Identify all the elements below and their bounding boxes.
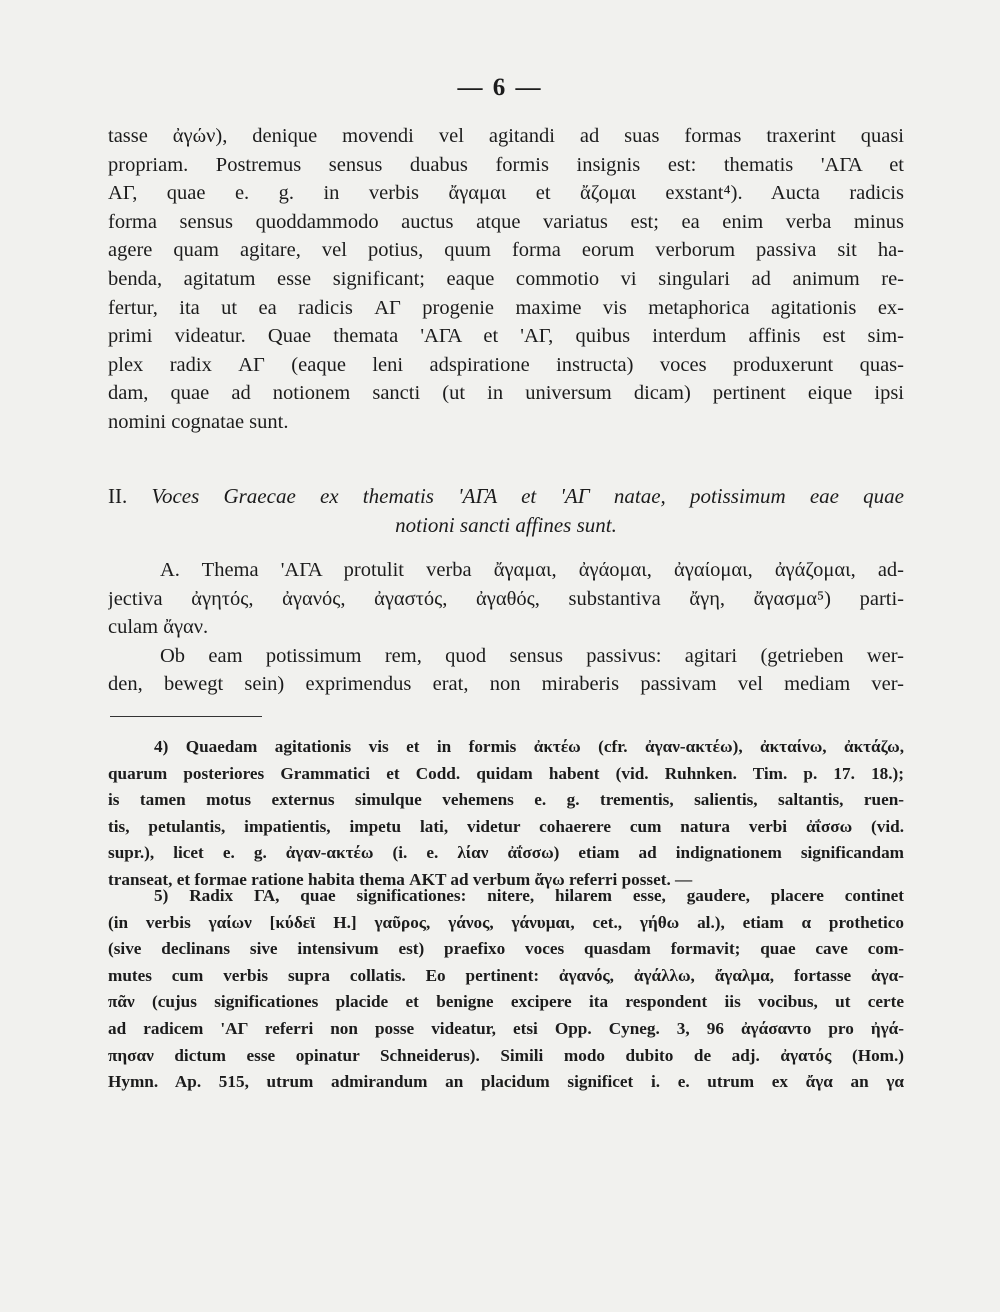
text-line: primi videatur. Quae themata 'ΑΓΑ et 'ΑΓ, quibus interdum affinis est sim-	[108, 325, 904, 348]
text-line: ΑΓ, quae e. g. in verbis ἄγαμαι et ἄζομαι exstant⁴). Aucta radicis	[108, 182, 904, 205]
text-line: tasse ἀγών), denique movendi vel agitandi ad suas formas traxerint quasi	[108, 125, 904, 147]
footnote-line: Hymn. Ap. 515, utrum admirandum an placidum significet i. e. utrum ex ἄγα an γα	[108, 1072, 904, 1092]
text-line: A. Thema 'ΑΓΑ protulit verba ἄγαμαι, ἀγάομαι, ἀγαίομαι, ἀγάζομαι, ad-	[160, 559, 904, 581]
footnote-divider	[110, 716, 262, 717]
text-line: jectiva ἀγητός, ἀγανός, ἀγαστός, ἀγαθός, substantiva ἄγη, ἄγασμα⁵) parti-	[108, 587, 904, 610]
footnote-line: (in verbis γαίων [κύδεϊ Η.] γαῦρος, γάνος, γάνυμαι, cet., γήθω al.), etiam α prothetico	[108, 912, 904, 932]
section-title-line-1: Voces Graecae ex thematis 'ΑΓΑ et 'ΑΓ natae, potissimum eae quae	[151, 484, 904, 508]
body-paragraph-1	[108, 122, 904, 437]
text-line: benda, agitatum esse significant; eaque commotio vi singulari ad animum re-	[108, 267, 904, 290]
text-line: plex radix ΑΓ (eaque leni adspiratione instructa) voces produxerunt quas-	[108, 353, 904, 376]
footnote-line: transeat, et formae ratione habita thema ΑΚΤ ad verbum ἄγω referri posset. —	[108, 869, 693, 889]
footnote-line: πᾶν (cujus significationes placide et benigne excipere ita respondent iis vocibus, ut certe	[108, 992, 904, 1012]
footnote-line: 5) Radix ΓΑ, quae significationes: nitere, hilarem esse, gaudere, placere continet	[154, 886, 904, 905]
body-paragraph-2	[108, 556, 904, 699]
footnote-line: quarum posteriores Grammatici et Codd. quidam habent (vid. Ruhnken. Tim. p. 17. 18.);	[108, 763, 904, 783]
footnote-5	[108, 883, 904, 1096]
footnote-4	[108, 734, 904, 894]
text-line: propriam. Postremus sensus duabus formis insignis est: thematis 'ΑΓΑ et	[108, 153, 904, 176]
text-line: nomini cognatae sunt.	[108, 410, 289, 433]
footnote-line: (sive declinans sive intensivum est) praefixo voces quasdam formavit; quae cave com-	[108, 939, 904, 959]
footnote-line: ad radicem 'ΑΓ referri non posse videatur, etsi Opp. Cyneg. 3, 96 ἀγάσαντο pro ἠγά-	[108, 1018, 904, 1038]
text-line: agere quam agitare, vel potius, quum forma eorum verborum passiva sit ha-	[108, 239, 904, 262]
page-number: — 6 —	[457, 74, 543, 101]
section-number: II.	[108, 484, 128, 508]
text-line: den, bewegt sein) exprimendus erat, non miraberis passivam vel mediam ver-	[108, 673, 904, 696]
footnote-line: πησαν dictum esse opinatur Schneiderus). Simili modo dubito de adj. ἀγατός (Hom.)	[108, 1045, 904, 1065]
footnote-line: supr.), licet e. g. ἀγαν-ακτέω (i. e. λίαν ἀΐσσω) etiam ad indignationem significandam	[108, 843, 904, 863]
text-line: Ob eam potissimum rem, quod sensus passivus: agitari (getrieben wer-	[160, 644, 904, 667]
text-line: dam, quae ad notionem sancti (ut in universum dicam) pertinent eique ipsi	[108, 382, 904, 405]
section-heading	[108, 482, 904, 539]
text-line: culam ἄγαν.	[108, 616, 209, 639]
section-title-line-2: notioni sancti affines sunt.	[395, 512, 617, 537]
footnote-line: is tamen motus externus simulque vehemens e. g. trementis, salientis, saltantis, ruen-	[108, 790, 904, 810]
text-line: fertur, ita ut ea radicis ΑΓ progenie maxime vis metaphorica agitationis ex-	[108, 296, 904, 319]
footnote-line: mutes cum verbis supra collatis. Eo pertinent: ἀγανός, ἀγάλλω, ἄγαλμα, fortasse ἀγα-	[108, 965, 904, 985]
footnote-line: 4) Quaedam agitationis vis et in formis ἀκτέω (cfr. ἀγαν-ακτέω), ἀκταίνω, ἀκτάζω,	[154, 737, 904, 756]
text-line: forma sensus quoddammodo auctus atque variatus est; ea enim verba minus	[108, 210, 904, 233]
footnote-line: tis, petulantis, impatientis, impetu lati, videtur cohaerere cum natura verbi ἀΐσσω (vid.	[108, 816, 904, 836]
